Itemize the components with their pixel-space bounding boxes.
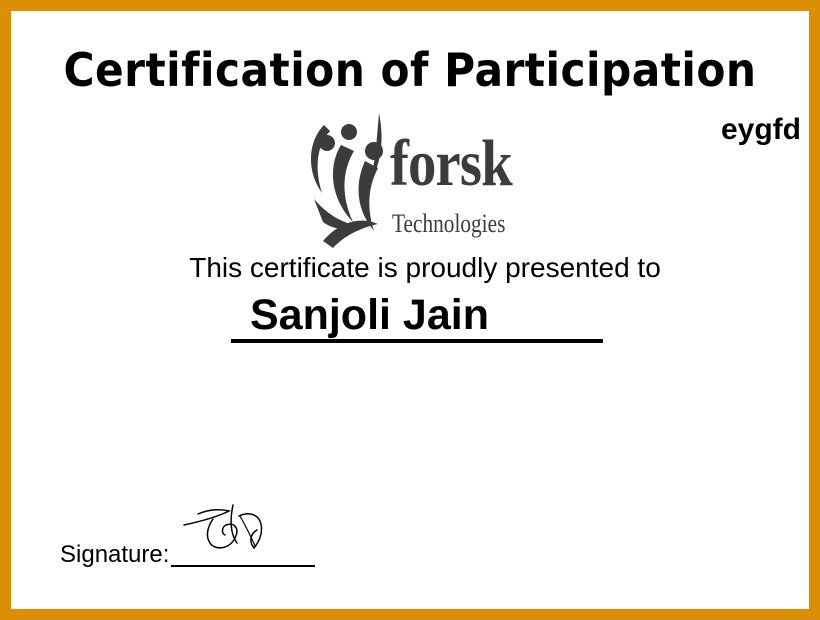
certificate-title: Certification of Participation <box>63 43 757 97</box>
dancing-figures-icon <box>296 103 392 253</box>
signature-image <box>179 491 275 561</box>
recipient-underline <box>231 339 603 343</box>
recipient-name: Sanjoli Jain <box>250 291 489 339</box>
signature-label: Signature: <box>60 541 170 568</box>
signature-line <box>171 565 315 567</box>
logo-subtitle: Technologies <box>392 209 506 238</box>
forsk-logo <box>296 103 536 253</box>
presented-text: This certificate is proudly presented to <box>189 252 661 283</box>
logo-wordmark: forsk <box>390 127 512 200</box>
certificate-code: eygfd <box>720 113 801 146</box>
